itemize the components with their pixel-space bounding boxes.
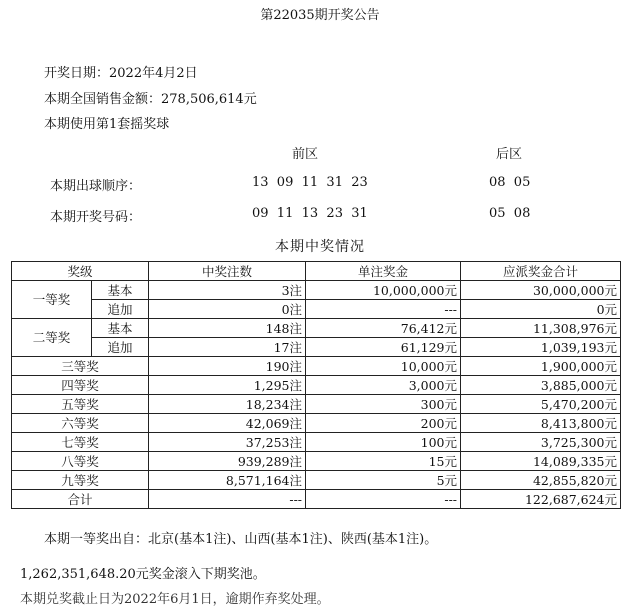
prize-cell: 300元 bbox=[306, 395, 461, 414]
table-row bbox=[12, 338, 621, 357]
level-cell: 合计 bbox=[12, 490, 149, 509]
count-cell: 8,571,164注 bbox=[149, 471, 306, 490]
total-cell: 30,000,000元 bbox=[461, 281, 621, 300]
level-cell: 九等奖 bbox=[12, 471, 149, 490]
total-cell: 122,687,624元 bbox=[461, 490, 621, 509]
header-level: 奖级 bbox=[12, 262, 149, 281]
total-cell: 1,900,000元 bbox=[461, 357, 621, 376]
prize-cell: 100元 bbox=[306, 433, 461, 452]
total-cell: 42,855,820元 bbox=[461, 471, 621, 490]
prize-table bbox=[11, 261, 621, 509]
total-cell: 0元 bbox=[461, 300, 621, 319]
table-row bbox=[12, 433, 621, 452]
level-cell: 六等奖 bbox=[12, 414, 149, 433]
header-count: 中奖注数 bbox=[149, 262, 306, 281]
redemption-deadline: 本期兑奖截止日为2022年6月1日，逾期作弃奖处理。 bbox=[20, 592, 330, 607]
table-total-row bbox=[12, 490, 621, 509]
ball-set: 本期使用第1套摇奖球 bbox=[44, 117, 170, 132]
prize-cell: 200元 bbox=[306, 414, 461, 433]
table-row bbox=[12, 300, 621, 319]
level-cell: 二等奖 bbox=[12, 319, 92, 357]
table-row bbox=[12, 471, 621, 490]
total-cell: 11,308,976元 bbox=[461, 319, 621, 338]
page-title: 第22035期开奖公告 bbox=[260, 8, 380, 23]
count-cell: 0注 bbox=[149, 300, 306, 319]
sub-level-cell: 追加 bbox=[92, 300, 149, 319]
draw-date: 开奖日期：2022年4月2日 bbox=[44, 66, 198, 81]
count-cell: 37,253注 bbox=[149, 433, 306, 452]
prize-cell: --- bbox=[306, 490, 461, 509]
table-row bbox=[12, 357, 621, 376]
sub-level-cell: 基本 bbox=[92, 319, 149, 338]
prize-cell: 76,412元 bbox=[306, 319, 461, 338]
draw-order-front: 13 09 11 31 23 bbox=[252, 175, 368, 190]
table-row bbox=[12, 281, 621, 300]
total-cell: 1,039,193元 bbox=[461, 338, 621, 357]
prize-cell: 10,000,000元 bbox=[306, 281, 461, 300]
level-cell: 三等奖 bbox=[12, 357, 149, 376]
table-row bbox=[12, 395, 621, 414]
table-row bbox=[12, 376, 621, 395]
total-cell: 8,413,800元 bbox=[461, 414, 621, 433]
first-prize-origin: 本期一等奖出自：北京(基本1注)、山西(基本1注)、陕西(基本1注)。 bbox=[44, 532, 438, 547]
count-cell: 148注 bbox=[149, 319, 306, 338]
header-total: 应派奖金合计 bbox=[461, 262, 621, 281]
level-cell: 八等奖 bbox=[12, 452, 149, 471]
count-cell: 1,295注 bbox=[149, 376, 306, 395]
front-zone-header: 前区 bbox=[292, 147, 319, 162]
level-cell: 一等奖 bbox=[12, 281, 92, 319]
table-caption: 本期中奖情况 bbox=[275, 239, 365, 255]
prize-cell: --- bbox=[306, 300, 461, 319]
draw-order-back: 08 05 bbox=[489, 175, 531, 190]
level-cell: 七等奖 bbox=[12, 433, 149, 452]
count-cell: 18,234注 bbox=[149, 395, 306, 414]
jackpot-rollover: 1,262,351,648.20元奖金滚入下期奖池。 bbox=[20, 567, 266, 582]
prize-cell: 10,000元 bbox=[306, 357, 461, 376]
total-cell: 14,089,335元 bbox=[461, 452, 621, 471]
total-cell: 3,885,000元 bbox=[461, 376, 621, 395]
count-cell: 17注 bbox=[149, 338, 306, 357]
level-cell: 四等奖 bbox=[12, 376, 149, 395]
count-cell: 42,069注 bbox=[149, 414, 306, 433]
total-cell: 3,725,300元 bbox=[461, 433, 621, 452]
table-row bbox=[12, 414, 621, 433]
draw-order-label: 本期出球顺序： bbox=[50, 179, 142, 194]
back-zone-header: 后区 bbox=[496, 147, 523, 162]
table-row bbox=[12, 319, 621, 338]
header-prize: 单注奖金 bbox=[306, 262, 461, 281]
count-cell: 939,289注 bbox=[149, 452, 306, 471]
count-cell: 3注 bbox=[149, 281, 306, 300]
prize-cell: 3,000元 bbox=[306, 376, 461, 395]
sub-level-cell: 追加 bbox=[92, 338, 149, 357]
winning-numbers-label: 本期开奖号码： bbox=[50, 210, 142, 225]
prize-cell: 5元 bbox=[306, 471, 461, 490]
level-cell: 五等奖 bbox=[12, 395, 149, 414]
count-cell: 190注 bbox=[149, 357, 306, 376]
count-cell: --- bbox=[149, 490, 306, 509]
sales-amount: 本期全国销售金额：278,506,614元 bbox=[44, 92, 257, 107]
table-header-row bbox=[12, 262, 621, 281]
winning-numbers-front: 09 11 13 23 31 bbox=[252, 206, 368, 221]
table-row bbox=[12, 452, 621, 471]
prize-cell: 61,129元 bbox=[306, 338, 461, 357]
prize-cell: 15元 bbox=[306, 452, 461, 471]
sub-level-cell: 基本 bbox=[92, 281, 149, 300]
winning-numbers-back: 05 08 bbox=[489, 206, 531, 221]
total-cell: 5,470,200元 bbox=[461, 395, 621, 414]
